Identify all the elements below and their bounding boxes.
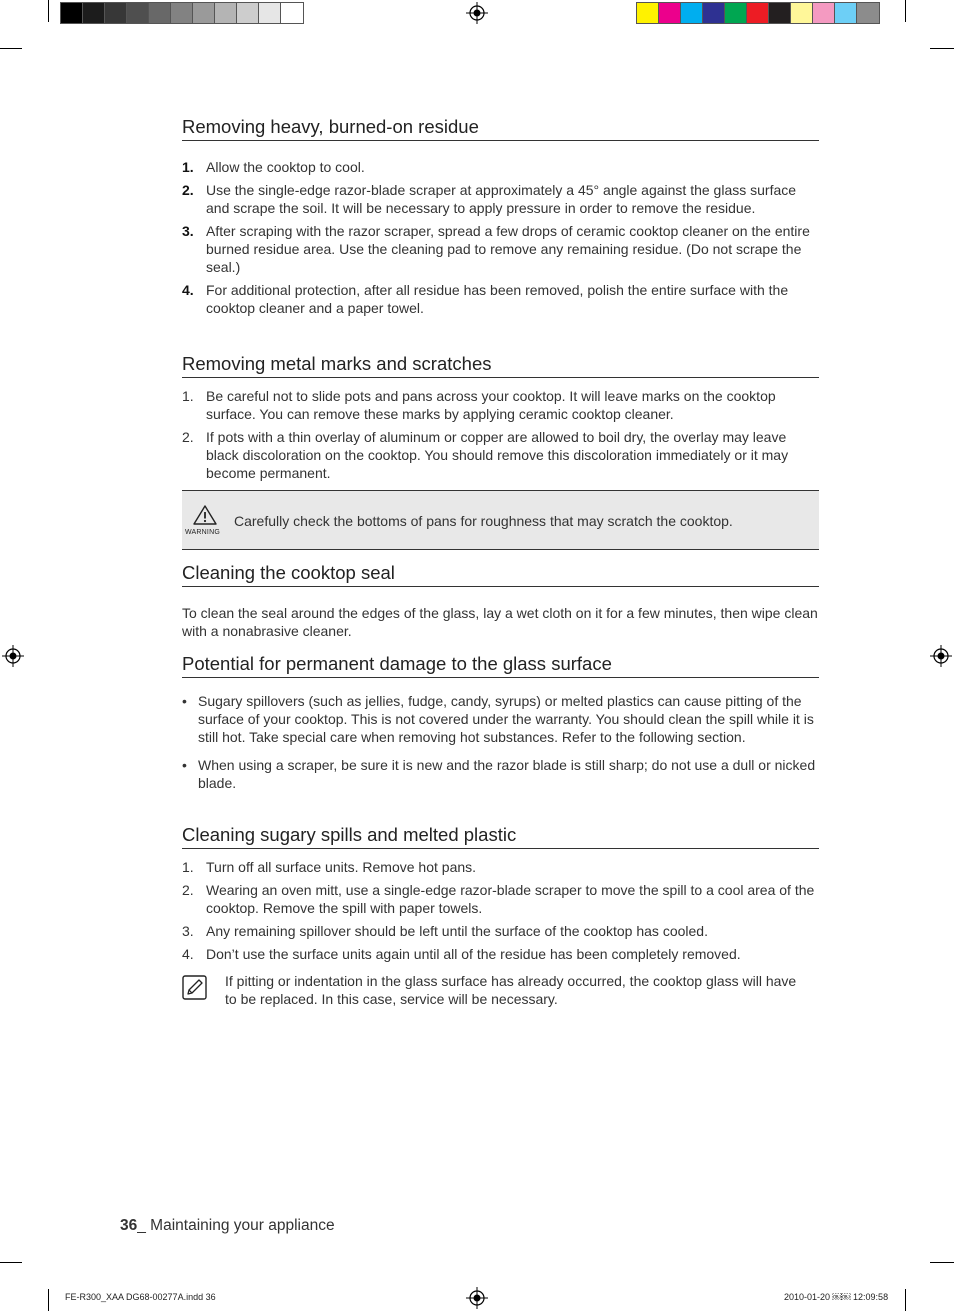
list-item <box>182 181 819 217</box>
section-title: Potential for permanent damage to the glass surface <box>182 653 819 678</box>
color-swatch <box>703 3 725 23</box>
list-item <box>182 387 819 423</box>
warning-box <box>182 490 819 550</box>
color-swatch <box>259 3 281 23</box>
bullet-item <box>182 756 819 792</box>
color-swatch <box>215 3 237 23</box>
registration-mark-icon <box>466 2 488 24</box>
crop-mark <box>48 0 49 22</box>
process-color-bar <box>636 2 880 24</box>
page-footer <box>120 1217 335 1235</box>
color-swatch <box>149 3 171 23</box>
color-swatch <box>105 3 127 23</box>
section-name: _ Maintaining your appliance <box>137 1217 335 1234</box>
list-item <box>182 428 819 482</box>
crop-mark <box>0 1262 22 1263</box>
step-text: Allow the cooktop to cool. <box>206 159 365 175</box>
color-swatch <box>281 3 303 23</box>
step-text: After scraping with the razor scraper, spread a few drops of ceramic cooktop cleaner on the entire burned residue area. Use the cleaning pad to remove any remaining residue. (Do not scrape the seal.) <box>206 223 810 275</box>
date-info: 2010-01-20 ￼￼ 12:09:58 <box>784 1292 889 1302</box>
color-swatch <box>637 3 659 23</box>
step-text: Turn off all surface units. Remove hot pans. <box>206 859 477 875</box>
step-number: 1. <box>182 159 194 175</box>
section-metal-marks <box>182 353 819 482</box>
file-info: FE-R300_XAA DG68-00277A.indd 36 <box>65 1292 216 1302</box>
crop-mark <box>0 48 22 49</box>
bullet-text: Sugary spillovers (such as jellies, fudge, candy, syrups) or melted plastics can cause pitting of the surface of your cooktop. This is not covered under the warranty. You should clean the spill while it is still hot. Take special care when removing hot substances. Refer to the following section. <box>198 693 814 745</box>
bullet-marker: • <box>182 693 187 709</box>
step-text: Be careful not to slide pots and pans across your cooktop. It will leave marks on the cooktop surface. You can remove these marks by applying ceramic cooktop cleaner. <box>206 388 776 422</box>
color-swatch <box>857 3 879 23</box>
color-swatch <box>681 3 703 23</box>
list-item <box>182 922 819 940</box>
list-item <box>182 881 819 917</box>
color-swatch <box>659 3 681 23</box>
section-sugary-spills <box>182 824 819 963</box>
color-swatch <box>237 3 259 23</box>
color-swatch <box>193 3 215 23</box>
color-swatch <box>171 3 193 23</box>
note-pencil-icon <box>182 975 207 1000</box>
color-swatch <box>791 3 813 23</box>
color-swatch <box>769 3 791 23</box>
section-title: Cleaning sugary spills and melted plastic <box>182 824 819 849</box>
color-swatch <box>127 3 149 23</box>
section-title: Removing heavy, burned-on residue <box>182 116 819 141</box>
step-number: 3. <box>182 223 194 239</box>
color-swatch <box>725 3 747 23</box>
color-swatch <box>83 3 105 23</box>
step-text: If pots with a thin overlay of aluminum or copper are allowed to boil dry, the overlay may leave black discoloration on the cooktop. You should remove this discoloration immediately or it may become permanent. <box>206 429 789 481</box>
registration-mark-icon <box>930 645 952 667</box>
note-text: If pitting or indentation in the glass surface has already occurred, the cooktop glass will have to be replaced. In this case, service will be necessary. <box>225 973 797 1007</box>
color-swatch <box>61 3 83 23</box>
bullet-marker: • <box>182 757 187 773</box>
step-number: 2. <box>182 182 194 198</box>
bullet-item <box>182 692 819 746</box>
crop-mark <box>905 0 906 22</box>
color-swatch <box>835 3 857 23</box>
warning-text: Carefully check the bottoms of pans for roughness that may scratch the cooktop. <box>234 513 733 529</box>
step-number: 1. <box>182 859 194 875</box>
list-item <box>182 945 819 963</box>
list-item <box>182 222 819 276</box>
step-number: 2. <box>182 429 194 445</box>
list-item <box>182 281 819 317</box>
step-text: Don’t use the surface units again until all of the residue has been completely removed. <box>206 946 741 962</box>
body-paragraph: To clean the seal around the edges of the glass, lay a wet cloth on it for a few minutes, then wipe clean with a nonabrasive cleaner. <box>182 605 818 639</box>
page-number: 36 <box>120 1217 138 1234</box>
step-number: 4. <box>182 282 194 298</box>
color-swatch <box>813 3 835 23</box>
color-swatch <box>747 3 769 23</box>
section-burned-residue <box>182 116 819 317</box>
registration-mark-icon <box>2 645 24 667</box>
warning-triangle-icon <box>192 504 218 526</box>
step-text: Use the single-edge razor-blade scraper at approximately a 45° angle against the glass surface and scrape the soil. It will be necessary to apply pressure in order to remove the residue. <box>206 182 797 216</box>
section-title: Removing metal marks and scratches <box>182 353 819 378</box>
step-text: Wearing an oven mitt, use a single-edge razor-blade scraper to move the spill to a cool area of the cooktop. Remove the spill with paper towels. <box>206 882 815 916</box>
step-text: Any remaining spillover should be left until the surface of the cooktop has cooled. <box>206 923 708 939</box>
crop-mark <box>930 1262 954 1263</box>
bullet-text: When using a scraper, be sure it is new and the razor blade is still sharp; do not use a dull or nicked blade. <box>198 757 816 791</box>
step-number: 3. <box>182 923 194 939</box>
crop-mark <box>930 48 954 49</box>
list-item <box>182 858 819 876</box>
section-title: Cleaning the cooktop seal <box>182 562 819 587</box>
registration-mark-icon <box>466 1287 488 1309</box>
step-number: 1. <box>182 388 194 404</box>
warning-label: WARNING <box>185 529 220 536</box>
grayscale-color-bar <box>60 2 304 24</box>
list-item <box>182 158 819 176</box>
step-number: 4. <box>182 946 194 962</box>
crop-mark <box>905 1289 906 1311</box>
step-number: 2. <box>182 882 194 898</box>
step-text: For additional protection, after all residue has been removed, polish the entire surface with the cooktop cleaner and a paper towel. <box>206 282 789 316</box>
section-cooktop-seal <box>182 562 819 640</box>
crop-mark <box>48 1289 49 1311</box>
section-glass-damage <box>182 653 819 792</box>
